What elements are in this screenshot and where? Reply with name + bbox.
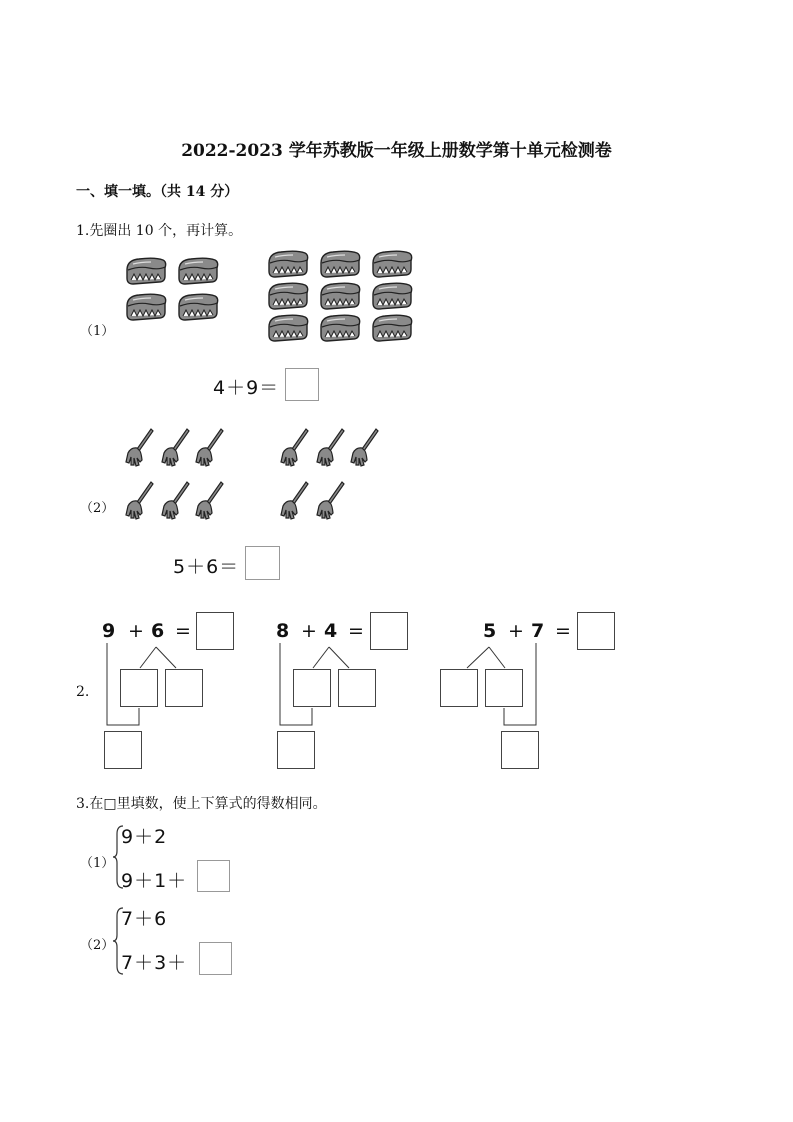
fork-icon	[196, 482, 223, 519]
plus-sign: +	[301, 620, 317, 642]
pencil-case-icon	[179, 258, 218, 284]
expression-bottom: 7＋3＋	[121, 952, 188, 974]
equals-sign: =	[555, 620, 571, 642]
sub-label-2: （2）	[80, 938, 115, 953]
answer-box[interactable]	[199, 942, 232, 975]
pencil-case-icon	[373, 283, 412, 309]
split-box[interactable]	[120, 669, 158, 707]
pencil-case-icon	[127, 258, 166, 284]
pencil-case-icon	[269, 283, 308, 309]
answer-box[interactable]	[245, 546, 280, 580]
pencil-case-icon	[179, 294, 218, 320]
answer-box[interactable]	[197, 860, 230, 892]
addend-b: 7	[531, 620, 545, 642]
pencil-case-icon	[373, 251, 412, 277]
sub-label-1: （1）	[80, 856, 115, 871]
section-heading: 一、填一填。（共 14 分）	[76, 184, 239, 200]
pencil-case-icon	[269, 315, 308, 341]
plus-sign: +	[128, 620, 144, 642]
split-box[interactable]	[440, 669, 478, 707]
fork-icon	[162, 429, 189, 466]
pencil-case-icon	[321, 251, 360, 277]
equals-sign: =	[348, 620, 364, 642]
fork-icon	[317, 482, 344, 519]
fork-group-right	[280, 429, 390, 529]
equals-sign: =	[175, 620, 191, 642]
equation-1: 4＋9＝	[213, 377, 280, 399]
fork-icon	[281, 429, 308, 466]
fork-icon	[281, 482, 308, 519]
fork-icon	[351, 429, 378, 466]
answer-box[interactable]	[285, 368, 319, 401]
pencil-case-group-right	[267, 249, 417, 349]
addend-b: 4	[324, 620, 338, 642]
plus-sign: +	[508, 620, 524, 642]
page-title: 2022-2023 学年苏教版一年级上册数学第十单元检测卷	[181, 141, 612, 161]
question-1-prompt: 1.先圈出 10 个，再计算。	[76, 223, 243, 239]
pencil-case-icon	[373, 315, 412, 341]
fork-icon	[162, 482, 189, 519]
sub-label-2: （2）	[80, 501, 115, 516]
addend-a: 8	[276, 620, 290, 642]
fork-icon	[317, 429, 344, 466]
expression-top: 7＋6	[121, 908, 168, 930]
split-box[interactable]	[485, 669, 523, 707]
pencil-case-icon	[321, 315, 360, 341]
sub-label-1: （1）	[80, 324, 115, 339]
pencil-case-icon	[269, 251, 308, 277]
split-box[interactable]	[338, 669, 376, 707]
addend-a: 9	[102, 620, 116, 642]
pencil-case-icon	[321, 283, 360, 309]
expression-bottom: 9＋1＋	[121, 870, 188, 892]
equation-2: 5＋6＝	[173, 556, 240, 578]
addend-b: 6	[151, 620, 165, 642]
fork-icon	[126, 482, 153, 519]
pencil-case-group-left	[125, 256, 225, 326]
split-box[interactable]	[165, 669, 203, 707]
pencil-case-icon	[127, 294, 166, 320]
split-box[interactable]	[293, 669, 331, 707]
addend-a: 5	[483, 620, 497, 642]
sum-box[interactable]	[277, 731, 315, 769]
fork-group-left	[125, 429, 235, 529]
answer-box[interactable]	[577, 612, 615, 650]
fork-icon	[196, 429, 223, 466]
sum-box[interactable]	[501, 731, 539, 769]
fork-icon	[126, 429, 153, 466]
question-3-prompt: 3.在□里填数，使上下算式的得数相同。	[76, 796, 327, 812]
expression-top: 9＋2	[121, 826, 168, 848]
sum-box[interactable]	[104, 731, 142, 769]
question-2-label: 2.	[76, 684, 90, 700]
